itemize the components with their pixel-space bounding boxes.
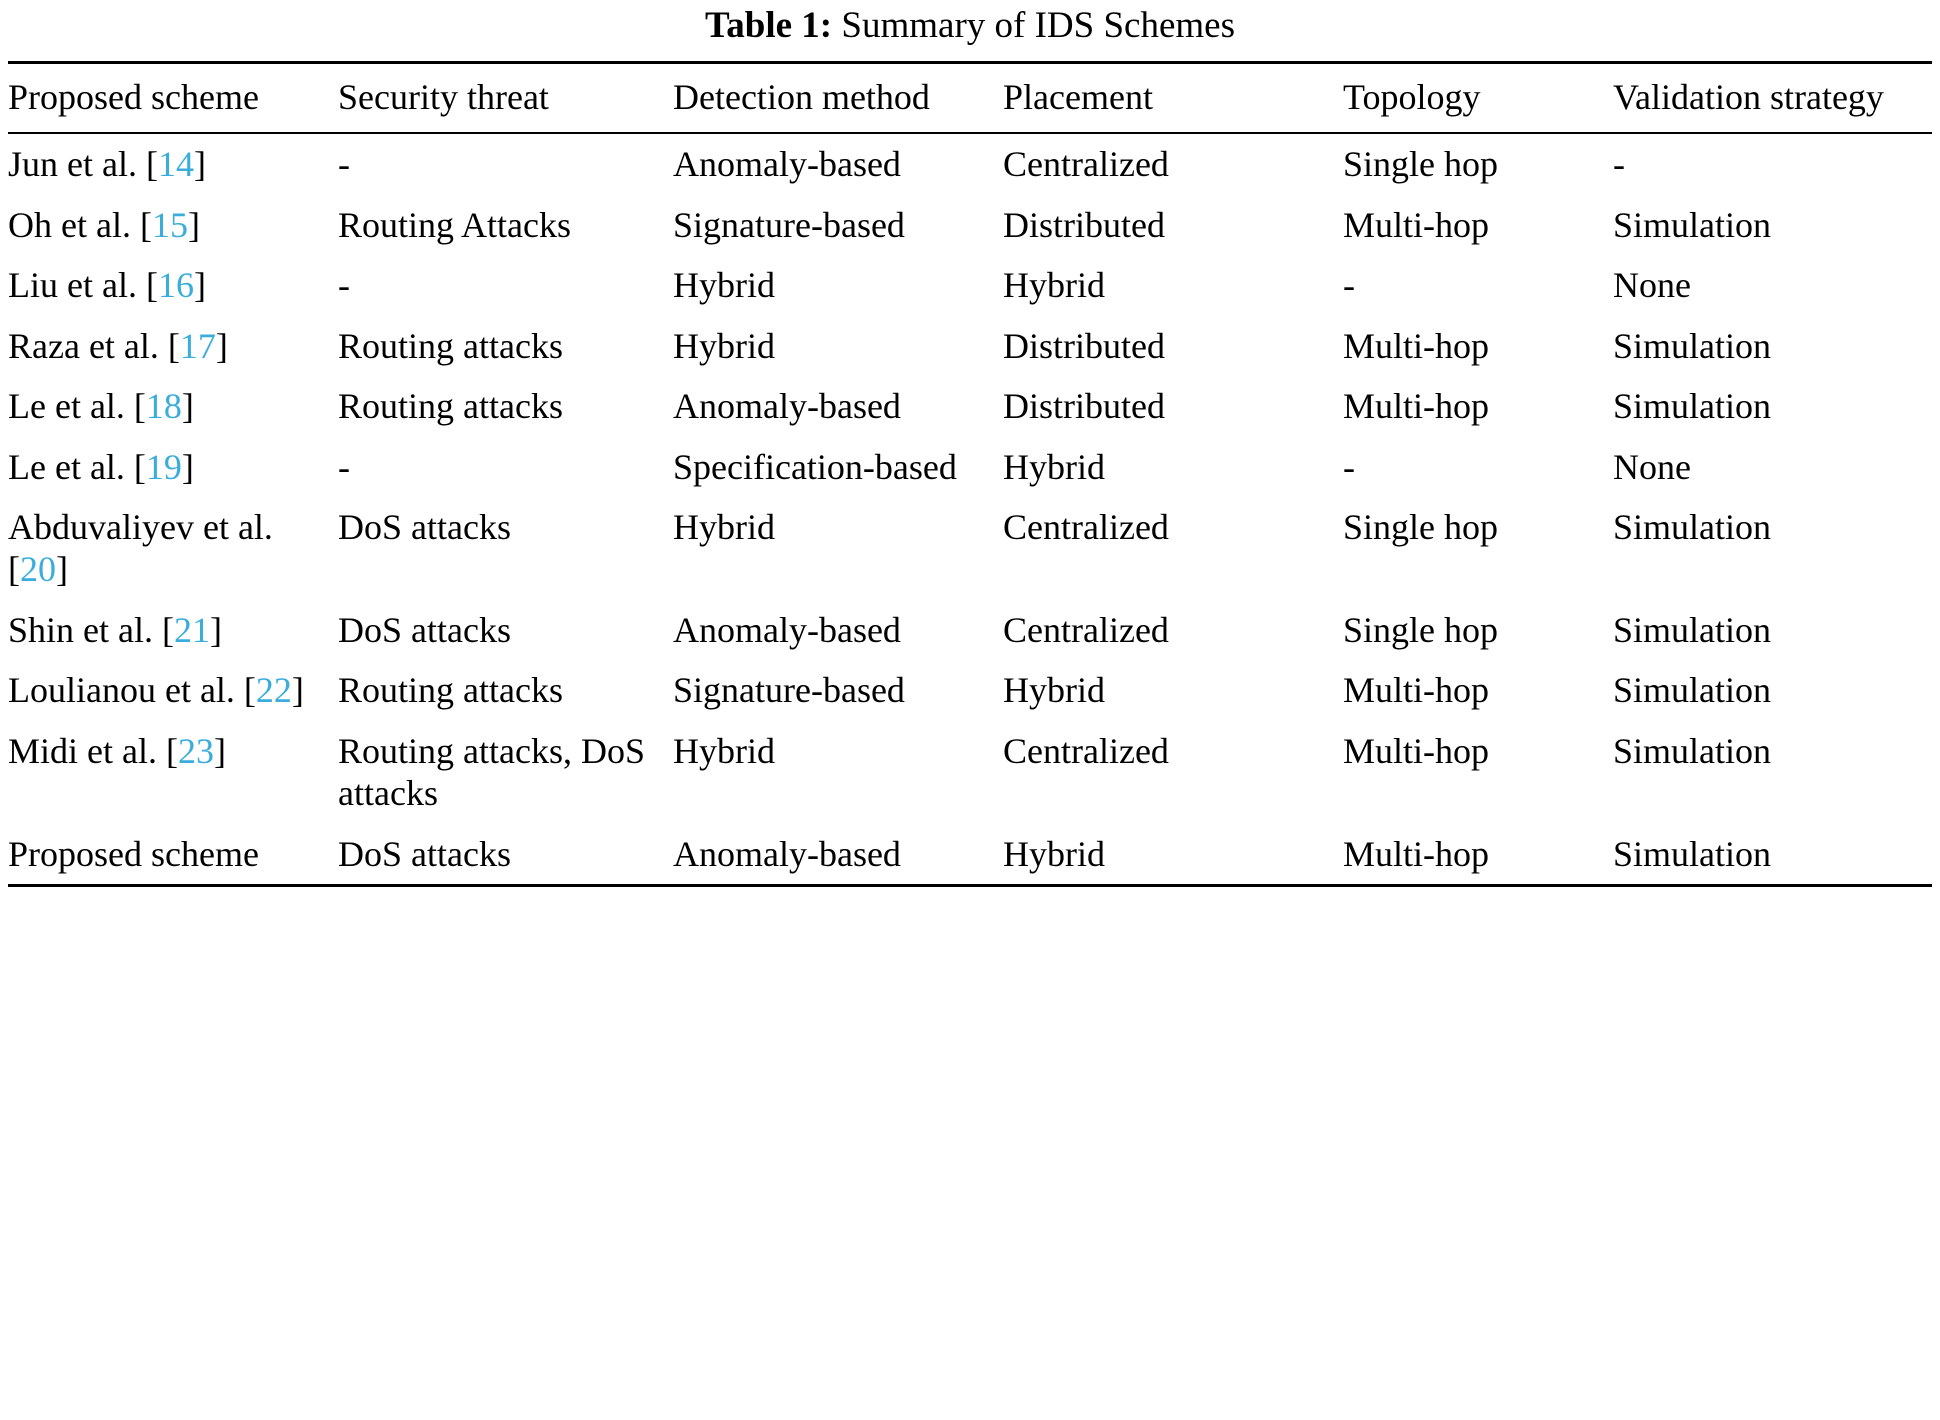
- cell-placement: Distributed: [1003, 325, 1165, 366]
- cell-topology: Single hop: [1343, 609, 1499, 650]
- scheme-name: Shin et al. [: [8, 609, 174, 650]
- citation-link[interactable]: 14: [157, 144, 194, 185]
- cell-placement: Hybrid: [1003, 833, 1105, 874]
- cell-detection-method: Anomaly-based: [673, 386, 901, 427]
- cell-validation-strategy: Simulation: [1613, 730, 1772, 771]
- cell-security-threat: Routing attacks: [338, 386, 563, 427]
- table-row: [8, 316, 1932, 376]
- column-header-proposed-scheme: Proposed scheme: [8, 76, 259, 117]
- cell-proposed-scheme: [8, 437, 338, 497]
- table-row: [8, 195, 1932, 255]
- cell-placement: Distributed: [1003, 386, 1165, 427]
- citation-link[interactable]: 21: [173, 609, 210, 650]
- cell-detection-method: Anomaly-based: [673, 609, 901, 650]
- scheme-name: Jun et al. [: [8, 144, 158, 185]
- cell-detection-method: Anomaly-based: [673, 833, 901, 874]
- cell-validation-strategy: None: [1613, 446, 1691, 487]
- cell-placement: Centralized: [1003, 506, 1169, 547]
- column-header-topology: Topology: [1343, 76, 1481, 117]
- cell-security-threat: DoS attacks: [338, 506, 511, 547]
- citation-bracket-close: ]: [181, 386, 194, 427]
- cell-security-threat: -: [338, 446, 350, 487]
- scheme-name: Oh et al. [: [8, 204, 152, 245]
- cell-proposed-scheme: [8, 600, 338, 660]
- rule-bottom: [8, 886, 1932, 888]
- cell-placement: Distributed: [1003, 204, 1165, 245]
- cell-proposed-scheme: [8, 660, 338, 720]
- citation-link[interactable]: 20: [20, 549, 56, 590]
- cell-detection-method: Anomaly-based: [673, 144, 901, 185]
- cell-validation-strategy: None: [1613, 265, 1691, 306]
- cell-detection-method: Hybrid: [673, 325, 775, 366]
- table-head: [8, 62, 1932, 134]
- cell-topology: -: [1343, 446, 1355, 487]
- cell-placement: Centralized: [1003, 730, 1169, 771]
- citation-link[interactable]: 19: [145, 446, 182, 487]
- table-row: [8, 600, 1932, 660]
- cell-topology: Multi-hop: [1343, 670, 1490, 711]
- citation-link[interactable]: 18: [145, 386, 182, 427]
- cell-topology: Multi-hop: [1343, 325, 1490, 366]
- cell-proposed-scheme: [8, 316, 338, 376]
- table-caption: [8, 0, 1932, 61]
- cell-proposed-scheme: [8, 497, 338, 600]
- citation-bracket-close: ]: [193, 265, 206, 306]
- scheme-name: Le et al. [: [8, 386, 146, 427]
- scheme-name: Abduvaliyev et al. [: [8, 506, 273, 590]
- cell-validation-strategy: Simulation: [1613, 609, 1772, 650]
- cell-detection-method: Hybrid: [673, 730, 775, 771]
- scheme-name: Loulianou et al. [: [8, 670, 256, 711]
- ids-schemes-table: [8, 61, 1932, 888]
- cell-placement: Hybrid: [1003, 446, 1105, 487]
- cell-validation-strategy: -: [1613, 144, 1625, 185]
- cell-security-threat: Routing attacks: [338, 325, 563, 366]
- cell-topology: Multi-hop: [1343, 730, 1490, 771]
- cell-security-threat: DoS attacks: [338, 833, 511, 874]
- table-row: [8, 824, 1932, 886]
- table-row: [8, 660, 1932, 720]
- cell-detection-method: Hybrid: [673, 265, 775, 306]
- scheme-name: Proposed scheme: [8, 833, 259, 874]
- cell-detection-method: Signature-based: [673, 204, 905, 245]
- cell-security-threat: Routing Attacks: [338, 204, 571, 245]
- cell-topology: Multi-hop: [1343, 386, 1490, 427]
- cell-placement: Centralized: [1003, 609, 1169, 650]
- cell-security-threat: Routing attacks, DoS attacks: [338, 730, 645, 814]
- citation-link[interactable]: 17: [179, 325, 216, 366]
- cell-placement: Hybrid: [1003, 670, 1105, 711]
- header-row: [8, 64, 1932, 133]
- citation-link[interactable]: 16: [157, 265, 194, 306]
- cell-placement: Centralized: [1003, 144, 1169, 185]
- table-row: [8, 497, 1932, 600]
- cell-security-threat: -: [338, 265, 350, 306]
- citation-bracket-close: ]: [56, 549, 68, 590]
- cell-security-threat: -: [338, 144, 350, 185]
- cell-security-threat: DoS attacks: [338, 609, 511, 650]
- cell-detection-method: Specification-based: [673, 446, 957, 487]
- cell-proposed-scheme: [8, 195, 338, 255]
- table-row: [8, 134, 1932, 194]
- citation-bracket-close: ]: [209, 609, 222, 650]
- cell-topology: Multi-hop: [1343, 833, 1490, 874]
- citation-bracket-close: ]: [215, 325, 228, 366]
- table-foot: [8, 886, 1932, 888]
- citation-link[interactable]: 23: [177, 730, 214, 771]
- cell-proposed-scheme: [8, 721, 338, 824]
- scheme-name: Liu et al. [: [8, 265, 158, 306]
- table-row: [8, 721, 1932, 824]
- caption-text: Summary of IDS Schemes: [841, 5, 1235, 46]
- cell-proposed-scheme: [8, 255, 338, 315]
- column-header-placement: Placement: [1003, 76, 1153, 117]
- cell-validation-strategy: Simulation: [1613, 386, 1772, 427]
- citation-bracket-close: ]: [291, 670, 304, 711]
- column-header-validation-strategy: Validation strategy: [1613, 76, 1884, 117]
- cell-detection-method: Hybrid: [673, 506, 775, 547]
- cell-placement: Hybrid: [1003, 265, 1105, 306]
- table-body: [8, 134, 1932, 886]
- cell-security-threat: Routing attacks: [338, 670, 563, 711]
- citation-link[interactable]: 22: [255, 670, 292, 711]
- scheme-name: Raza et al. [: [8, 325, 180, 366]
- citation-bracket-close: ]: [193, 144, 206, 185]
- cell-validation-strategy: Simulation: [1613, 670, 1772, 711]
- citation-bracket-close: ]: [181, 446, 194, 487]
- cell-proposed-scheme: [8, 824, 338, 886]
- table-row: [8, 255, 1932, 315]
- caption-label: Table 1:: [705, 5, 833, 46]
- cell-proposed-scheme: [8, 376, 338, 436]
- citation-bracket-close: ]: [187, 204, 200, 245]
- scheme-name: Le et al. [: [8, 446, 146, 487]
- table-row: [8, 437, 1932, 497]
- cell-topology: Multi-hop: [1343, 204, 1490, 245]
- citation-bracket-close: ]: [213, 730, 226, 771]
- column-header-security-threat: Security threat: [338, 76, 549, 117]
- column-header-detection-method: Detection method: [673, 76, 930, 117]
- cell-validation-strategy: Simulation: [1613, 204, 1772, 245]
- cell-detection-method: Signature-based: [673, 670, 905, 711]
- cell-topology: Single hop: [1343, 506, 1499, 547]
- scheme-name: Midi et al. [: [8, 730, 178, 771]
- citation-link[interactable]: 15: [151, 204, 188, 245]
- cell-proposed-scheme: [8, 134, 338, 194]
- cell-validation-strategy: Simulation: [1613, 833, 1772, 874]
- table-row: [8, 376, 1932, 436]
- cell-topology: -: [1343, 265, 1355, 306]
- cell-topology: Single hop: [1343, 144, 1499, 185]
- cell-validation-strategy: Simulation: [1613, 506, 1772, 547]
- cell-validation-strategy: Simulation: [1613, 325, 1772, 366]
